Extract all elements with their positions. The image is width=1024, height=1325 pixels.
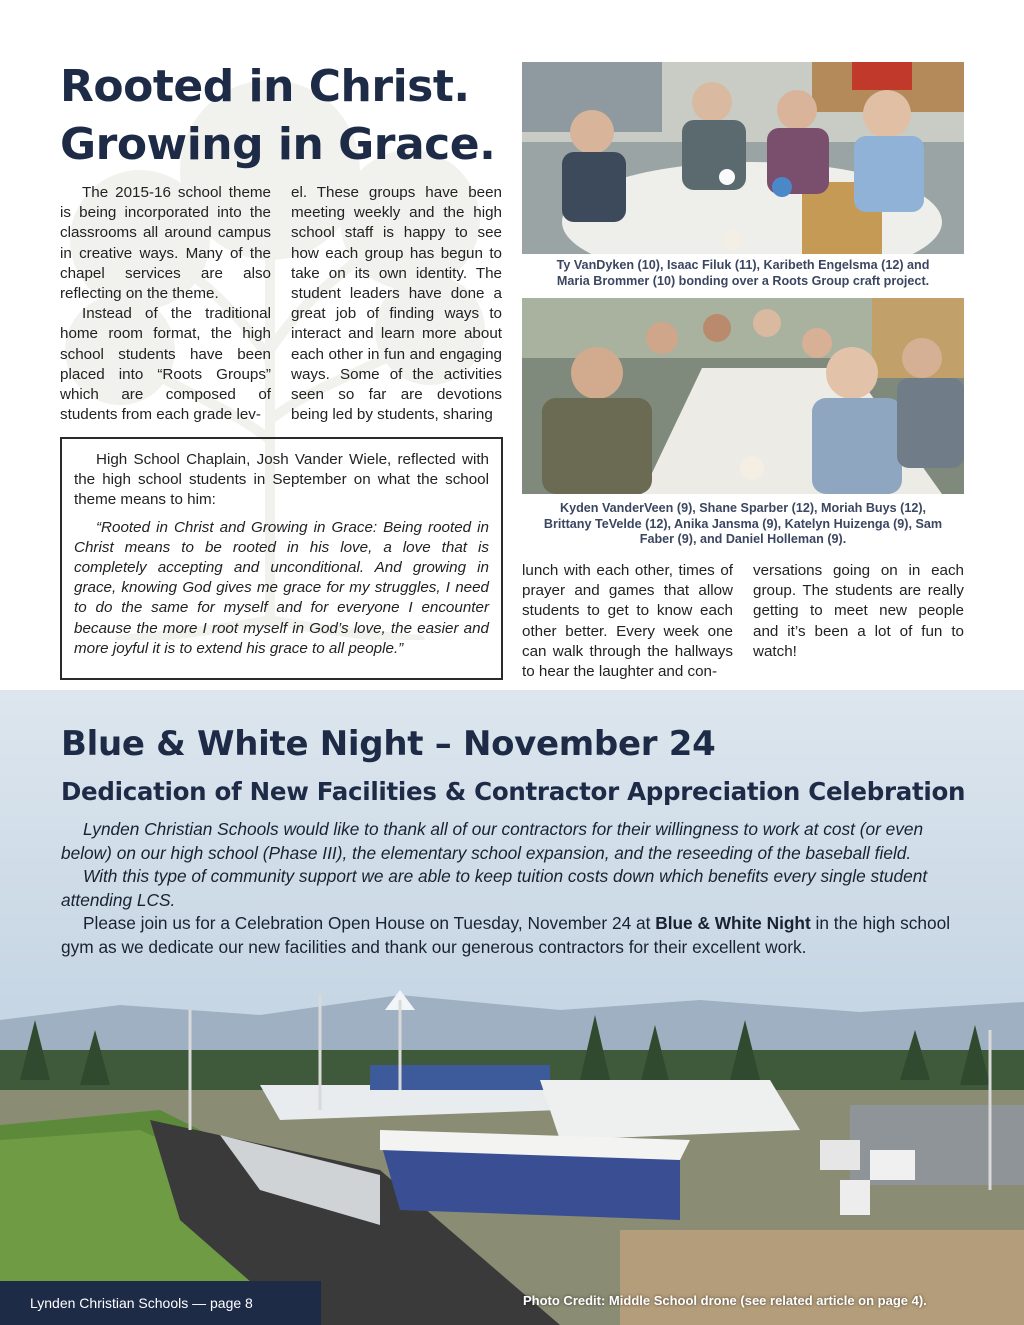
col1-paragraph-2: Instead of the traditional home room format, the high school students have been placed into “Roots Groups” which are composed of students from each grade lev- xyxy=(60,305,271,424)
event-subtitle: Dedication of New Facilities & Contractor Appreciation Celebration xyxy=(61,777,966,806)
caption-2-line-1: Kyden VanderVeen (9), Shane Sparber (12), Moriah Buys (12), xyxy=(559,501,927,515)
col2-paragraph-1: el. These groups have been meeting weekly and the high school staff is happy to see how each group has begun to take on its own identity. The student leaders have done a great job of finding ways to interact and learn more about each other in fun and engaging ways. Some of the activities seen so far are devotions being led by students, sharing xyxy=(291,184,502,424)
article-column-2 xyxy=(291,183,502,425)
article-column-1 xyxy=(60,183,271,425)
event-title: Blue & White Night – November 24 xyxy=(61,724,716,764)
roots-group-photo-1 xyxy=(522,62,964,254)
event-body xyxy=(61,818,966,959)
caption-1-line-1: Ty VanDyken (10), Isaac Filuk (11), Karibeth Engelsma (12) and xyxy=(556,258,930,272)
photo-1-caption xyxy=(522,258,964,289)
headline-line-2: Growing in Grace. xyxy=(60,119,496,170)
quote-intro: High School Chaplain, Josh Vander Wiele, reflected with the high school students in September on what the school theme means to him: xyxy=(74,451,489,509)
photo-credit: Photo Credit: Middle School drone (see related article on page 4). xyxy=(523,1293,927,1308)
event-paragraph-3 xyxy=(61,912,966,959)
page-footer: Lynden Christian Schools — page 8 xyxy=(0,1281,321,1325)
chaplain-quote: “Rooted in Christ and Growing in Grace: Being rooted in Christ means to be rooted in his love, a love that is completely accepting and unconditional. And growing in grace, knowing God gives me grace for my struggles, I need to do the same for myself and for everyone I encounter because the more I root myself in God’s love, the easier and more joyful it is to extend his grace to all people.” xyxy=(74,518,489,657)
caption-2-line-2: Brittany TeVelde (12), Anika Jansma (9), Katelyn Huizenga (9), Sam xyxy=(543,516,943,531)
event-paragraph-2: With this type of community support we are able to keep tuition costs down which benefits every single student attending LCS. xyxy=(61,866,928,910)
campus-aerial-photo xyxy=(0,990,1024,1325)
event-p3-bold: Blue & White Night xyxy=(655,913,811,933)
photo-2-caption xyxy=(522,501,964,548)
event-p3-after: in the high school gym as we dedicate our new facilities and thank our generous contractors for their excellent work. xyxy=(61,913,951,957)
event-p3-before: Please join us for a Celebration Open House on Tuesday, November 24 at xyxy=(83,913,656,933)
event-paragraph-1: Lynden Christian Schools would like to thank all of our contractors for their willingness to work at cost (or even below) on our high school (Phase III), the elementary school expansion, and the reseeding of the baseball field. xyxy=(61,819,924,863)
col4-paragraph: versations going on in each group. The students are really getting to meet new people and it’s been a lot of fun to watch! xyxy=(753,562,964,660)
headline-line-1: Rooted in Christ. xyxy=(60,61,470,112)
caption-2-line-3: Faber (9), and Daniel Holleman (9). xyxy=(639,532,847,546)
chaplain-quote-box xyxy=(60,437,503,680)
article-headline xyxy=(60,58,520,174)
caption-1-line-2: Maria Brommer (10) bonding over a Roots Group craft project. xyxy=(556,273,930,288)
col1-paragraph-1: The 2015-16 school theme is being incorporated into the classrooms all around campus in creative ways. Many of the chapel services are also reflecting on the theme. xyxy=(60,184,271,303)
col3-paragraph: lunch with each other, times of prayer and games that allow students to get to know each other better. Every week one can walk through the hallways to hear the laughter and con- xyxy=(522,562,733,681)
article-column-4 xyxy=(753,561,964,662)
article-column-3 xyxy=(522,561,733,682)
roots-group-photo-2 xyxy=(522,298,964,494)
